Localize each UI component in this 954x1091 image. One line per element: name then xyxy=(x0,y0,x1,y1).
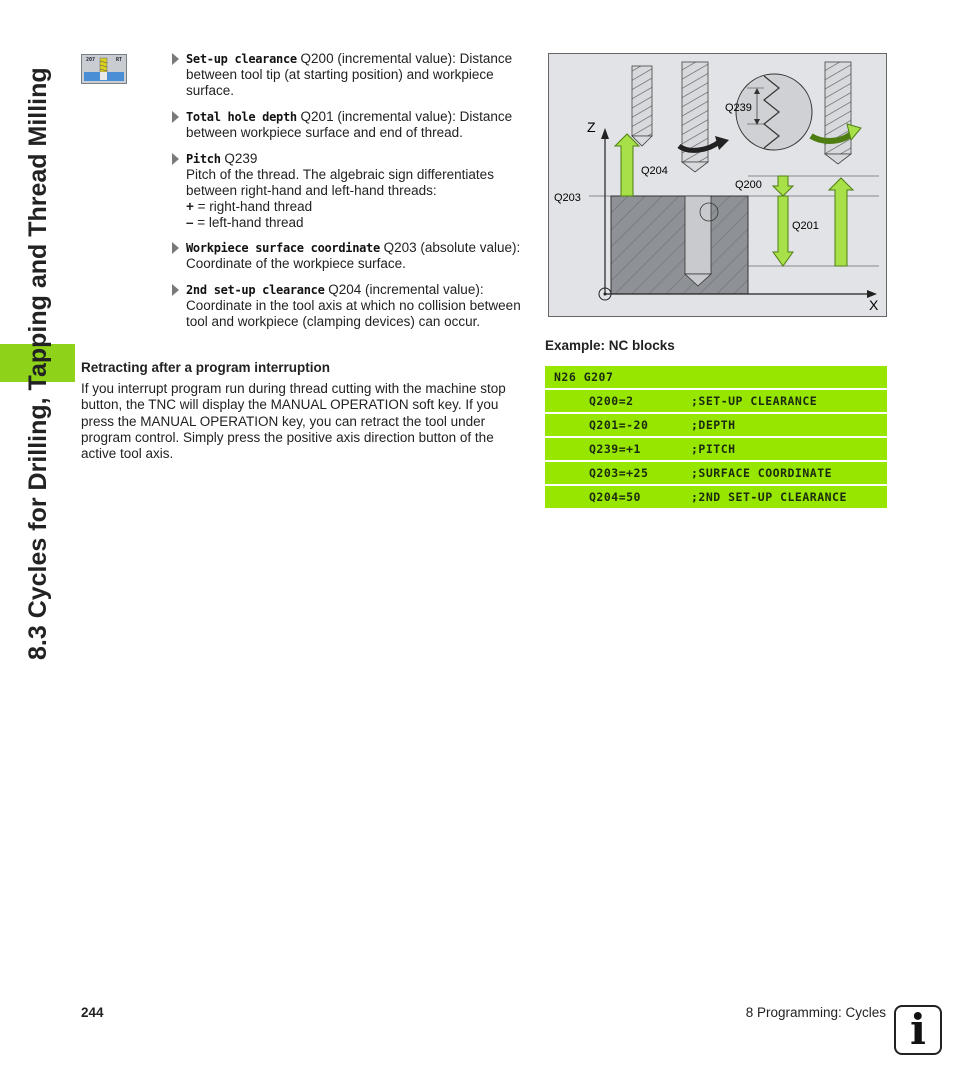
label-q204: Q204 xyxy=(641,165,668,177)
q204-arrow xyxy=(615,134,639,196)
softkey-label-right: RT xyxy=(115,57,122,63)
param-desc: Q203 (absolute value): Coordinate of the workpiece surface. xyxy=(186,240,521,271)
param-name: Total hole depth xyxy=(186,110,297,124)
nc-block-row: Q201=-20 ;DEPTH xyxy=(545,414,887,436)
section-body: If you interrupt program run during thread cutting with the machine stop button, the TNC will display the MANUAL OPERATION soft key. If you press the MANUAL OPERATION key, you can retract the tool under program control. Simply press the positive axis direction button of the active tool axis. xyxy=(81,381,506,462)
param-desc: Q200 (incremental value): Distance between tool tip (at starting position) and workpiece surface. xyxy=(186,51,513,98)
param-pitch-plus: + = right-hand thread xyxy=(186,199,313,214)
param-desc: Q204 (incremental value): Coordinate in the tool axis at which no collision between tool and workpiece (clamping devices) can occur. xyxy=(186,282,521,329)
retract-arrow xyxy=(829,178,853,266)
nc-block-row: Q203=+25 ;SURFACE COORDINATE xyxy=(545,462,887,484)
label-q201: Q201 xyxy=(792,220,819,232)
param-setup-clearance xyxy=(172,51,527,99)
tap-tool-icon xyxy=(82,55,126,83)
param-total-hole-depth xyxy=(172,109,527,141)
tap-tool-2 xyxy=(682,62,708,172)
chapter-title-vertical: 8.3 Cycles for Drilling, Tapping and Thread Milling xyxy=(24,67,52,660)
tap-tool-3 xyxy=(825,62,851,164)
tapping-diagram xyxy=(548,53,887,317)
bullet-arrow-icon xyxy=(172,153,179,165)
param-pitch xyxy=(172,151,527,231)
nc-block-row: Q239=+1 ;PITCH xyxy=(545,438,887,460)
param-workpiece-surface xyxy=(172,240,527,272)
param-name: 2nd set-up clearance xyxy=(186,283,325,297)
param-name: Pitch xyxy=(186,152,221,166)
tapping-diagram-svg xyxy=(549,54,886,316)
cycle-207-softkey-icon xyxy=(81,54,127,84)
footer-chapter: 8 Programming: Cycles xyxy=(745,1005,886,1020)
minus-sign: – xyxy=(186,215,194,230)
axis-x-label: X xyxy=(869,297,879,313)
nc-block-header: N26 G207 xyxy=(545,366,887,388)
bullet-arrow-icon xyxy=(172,242,179,254)
page-number: 244 xyxy=(81,1005,104,1020)
info-icon xyxy=(894,1005,942,1055)
param-pitch-minus: – = left-hand thread xyxy=(186,215,304,230)
param-name: Workpiece surface coordinate xyxy=(186,241,380,255)
softkey-label-left: 207 xyxy=(86,57,96,63)
nc-block-row: Q204=50 ;2ND SET-UP CLEARANCE xyxy=(545,486,887,508)
param-desc: Q239 xyxy=(220,151,258,166)
threaded-hole xyxy=(685,196,711,274)
workpiece xyxy=(611,196,748,294)
nc-block-row: Q200=2 ;SET-UP CLEARANCE xyxy=(545,390,887,412)
label-q239: Q239 xyxy=(725,102,752,114)
label-q203: Q203 xyxy=(554,192,581,204)
bullet-arrow-icon xyxy=(172,53,179,65)
param-2nd-setup-clearance xyxy=(172,282,527,330)
q201-arrow xyxy=(773,196,793,266)
param-pitch-explanation: Pitch of the thread. The algebraic sign differentiates between right-hand and left-hand threads: xyxy=(186,167,494,198)
bullet-arrow-icon xyxy=(172,284,179,296)
example-title: Example: NC blocks xyxy=(545,338,675,353)
param-name: Set-up clearance xyxy=(186,52,297,66)
param-desc: Q201 (incremental value): Distance between workpiece surface and end of thread. xyxy=(186,109,513,140)
axis-z-label: Z xyxy=(587,119,596,135)
section-heading: Retracting after a program interruption xyxy=(81,360,331,375)
bullet-arrow-icon xyxy=(172,111,179,123)
plus-sign: + xyxy=(186,199,194,214)
info-icon-glyph: i xyxy=(910,1005,926,1054)
q200-arrow xyxy=(773,176,793,196)
tap-tool-1 xyxy=(632,66,652,146)
label-q200: Q200 xyxy=(735,179,762,191)
